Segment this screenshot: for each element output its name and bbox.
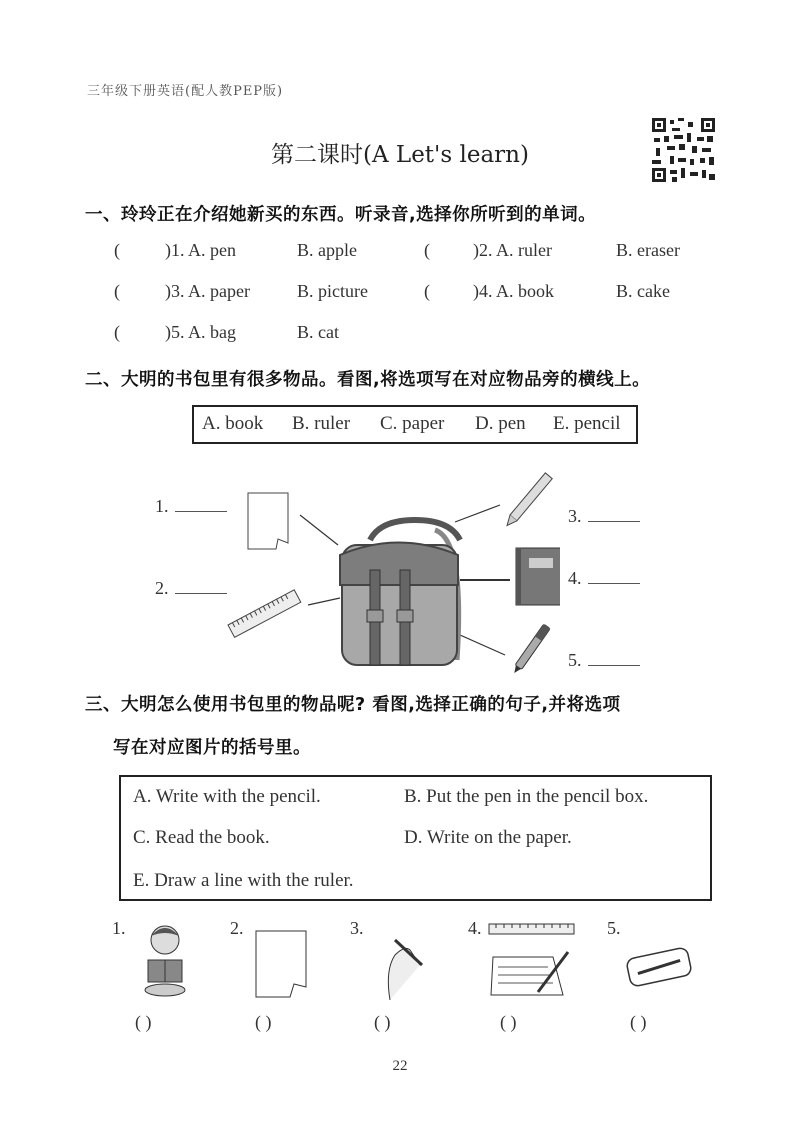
label: 2. [155,578,169,598]
option-a: A. book [202,413,264,434]
answer-paren[interactable]: ( [424,281,430,301]
item-5-b: B. cat [297,322,339,342]
section2-heading: 二、大明的书包里有很多物品。看图,将选项写在对应物品旁的横线上。 [85,370,651,390]
label: 1. [155,496,169,516]
sentence-c: C. Read the book. [133,827,270,848]
hand-writing-icon [380,925,425,1000]
pen-icon [511,624,550,675]
item-4-b: B. cake [616,281,670,301]
answer-paren[interactable]: ( [114,281,120,301]
sentence-b: B. Put the pen in the pencil box. [404,786,649,807]
item-3: )3. A. paper [165,281,250,301]
page-number: 22 [392,1058,408,1074]
answer-paren[interactable]: ( [424,240,430,260]
item-3-b: B. picture [297,281,368,301]
answer-paren-4[interactable]: ( ) [500,1012,517,1032]
paper-icon [255,930,307,998]
answer-paren-1[interactable]: ( ) [135,1012,152,1032]
boy-reading-icon [140,920,190,998]
item-5: )5. A. bag [165,322,236,342]
option-c: C. paper [380,413,445,434]
sentence-bank [119,775,712,901]
blank-5[interactable] [568,650,640,671]
picture-label-5: 5. [607,918,621,938]
answer-paren[interactable]: ( [114,240,120,260]
page-title: 第二课时(A Let's learn) [271,142,529,168]
option-e: E. pencil [553,413,621,434]
item-2-b: B. eraser [616,240,680,260]
sentence-e: E. Draw a line with the ruler. [133,870,354,891]
blank-4[interactable] [568,568,640,589]
section3-heading: 三、大明怎么使用书包里的物品呢? 看图,选择正确的句子,并将选项 [85,695,621,715]
item-2: )2. A. ruler [473,240,552,260]
answer-paren-2[interactable]: ( ) [255,1012,272,1032]
ruler-paper-icon [488,922,578,1000]
picture-label-3: 3. [350,918,364,938]
blank-3[interactable] [568,506,640,527]
pencil-icon [504,473,553,529]
backpack-illustration [220,460,560,675]
answer-paren-5[interactable]: ( ) [630,1012,647,1032]
word-bank [192,405,638,444]
qr-code-icon [652,118,715,182]
answer-paren[interactable]: ( [114,322,120,342]
label: 5. [568,650,582,670]
book-icon [516,548,560,605]
pencil-box-icon [625,945,693,990]
option-b: B. ruler [292,413,351,434]
backpack-icon [340,520,460,665]
item-1-b: B. apple [297,240,357,260]
item-4: )4. A. book [473,281,554,301]
label: 3. [568,506,582,526]
section3-heading-cont: 写在对应图片的括号里。 [113,738,311,758]
blank-1[interactable] [155,496,227,517]
picture-label-1: 1. [112,918,126,938]
option-d: D. pen [475,413,526,434]
sentence-a: A. Write with the pencil. [133,786,321,807]
answer-paren-3[interactable]: ( ) [374,1012,391,1032]
blank-2[interactable] [155,578,227,599]
paper-icon [248,493,288,549]
label: 4. [568,568,582,588]
book-header: 三年级下册英语(配人教PEP版) [87,84,284,99]
ruler-icon [228,590,301,638]
picture-label-4: 4. [468,918,482,938]
item-1: )1. A. pen [165,240,236,260]
picture-label-2: 2. [230,918,244,938]
section1-heading: 一、玲玲正在介绍她新买的东西。听录音,选择你所听到的单词。 [85,205,597,225]
sentence-d: D. Write on the paper. [404,827,572,848]
